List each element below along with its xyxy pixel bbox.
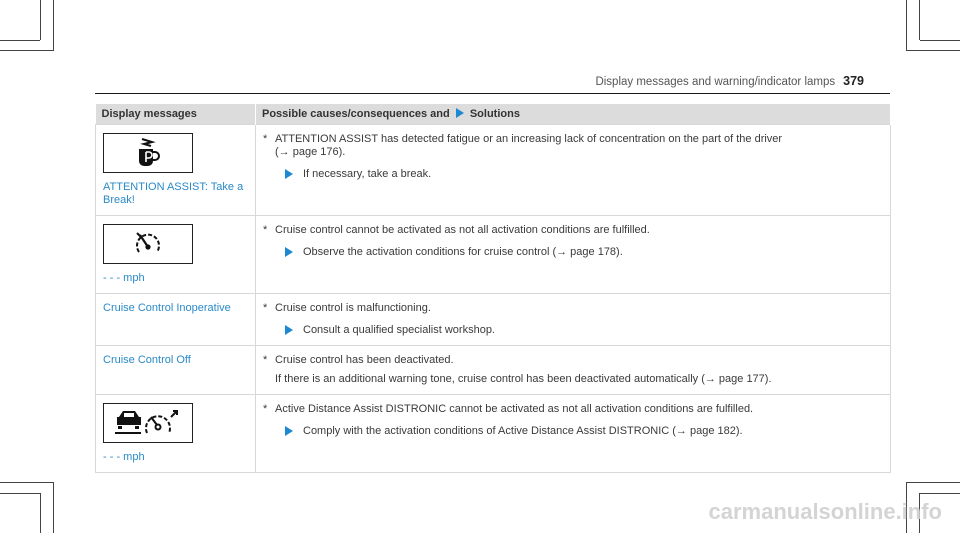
speedometer-icon: [103, 224, 193, 264]
crop-mark: [0, 50, 53, 51]
bullet-star: *: [263, 403, 268, 415]
solution-item: [285, 425, 883, 438]
col-header-display-messages: Display messages: [96, 104, 256, 125]
crop-mark: [920, 40, 960, 41]
message-cell: [96, 125, 256, 216]
coffee-cup-icon: [103, 133, 193, 173]
arrow-right-icon: [456, 108, 464, 118]
message-text: - - - mph: [103, 451, 145, 463]
message-text: Cruise Control Off: [103, 354, 191, 366]
crop-mark: [906, 0, 907, 51]
col-header-causes: [256, 104, 891, 125]
crop-mark: [0, 482, 53, 483]
header-title: Display messages and warning/indicator lamps: [595, 76, 836, 88]
crop-mark: [907, 50, 960, 51]
table-row: [96, 125, 891, 216]
arrow-right-icon: [285, 325, 293, 335]
distronic-icon: [103, 403, 193, 443]
message-text: ATTENTION ASSIST: Take a Break!: [103, 181, 244, 206]
crop-mark: [920, 493, 960, 494]
cause-item: [263, 224, 883, 237]
crop-mark: [0, 40, 40, 41]
cause-cell: [256, 395, 891, 473]
solution-item: [285, 324, 883, 337]
table-row: [96, 216, 891, 294]
note-text: If there is an additional warning tone, cruise control has been deactivated automatically (→ page 177).: [275, 373, 772, 385]
solution-text: If necessary, take a break.: [303, 168, 432, 180]
table-row: [96, 346, 891, 395]
message-cell: [96, 346, 256, 395]
cause-cell: [256, 216, 891, 294]
crop-mark: [0, 493, 40, 494]
bullet-star: *: [263, 302, 268, 314]
table-row: [96, 395, 891, 473]
page-header: [595, 74, 864, 88]
crop-mark: [907, 482, 960, 483]
message-cell: [96, 395, 256, 473]
cause-item: [263, 403, 883, 416]
page-number: 379: [843, 74, 864, 88]
bullet-star: *: [263, 224, 268, 236]
cause-text: ATTENTION ASSIST has detected fatigue or an increasing lack of concentration on the part of the driver (→ page 176).: [275, 133, 783, 158]
cause-item: [263, 354, 883, 367]
message-cell: [96, 294, 256, 346]
cause-text: Cruise control is malfunctioning.: [275, 302, 431, 314]
col-header-solutions-label: Solutions: [469, 108, 520, 120]
header-rule: [95, 93, 890, 94]
message-text: - - - mph: [103, 272, 145, 284]
crop-mark: [53, 0, 54, 51]
solution-text: Consult a qualified specialist workshop.: [303, 324, 495, 336]
arrow-right-icon: [285, 169, 293, 179]
solution-text: Observe the activation conditions for cruise control (→ page 178).: [303, 246, 623, 258]
table-row: [96, 294, 891, 346]
bullet-star: *: [263, 354, 268, 366]
message-cell: [96, 216, 256, 294]
crop-mark: [53, 482, 54, 533]
bullet-star: *: [263, 133, 268, 145]
solution-item: [285, 168, 883, 181]
solution-item: [285, 246, 883, 259]
cause-item: [263, 302, 883, 315]
page-reference: (→ page 176).: [275, 146, 346, 158]
solution-text: Comply with the activation conditions of Active Distance Assist DISTRONIC (→ page 182).: [303, 425, 743, 437]
cause-text: Cruise control has been deactivated.: [275, 354, 454, 366]
cause-cell: [256, 294, 891, 346]
table-header-row: [96, 104, 891, 125]
crop-mark: [40, 0, 41, 40]
arrow-right-icon: [285, 426, 293, 436]
cause-text: Active Distance Assist DISTRONIC cannot be activated as not all activation conditions are fulfilled.: [275, 403, 754, 415]
arrow-right-icon: [285, 247, 293, 257]
cause-cell: [256, 125, 891, 216]
col-header-causes-label: Possible causes/consequences and: [262, 108, 450, 120]
messages-table: [95, 104, 891, 473]
cause-item: [263, 133, 883, 159]
cause-cell: [256, 346, 891, 395]
watermark: carmanualsonline.info: [708, 499, 942, 524]
crop-mark: [919, 0, 920, 40]
message-text: Cruise Control Inoperative: [103, 302, 231, 314]
crop-mark: [40, 493, 41, 533]
cause-text: Cruise control cannot be activated as not all activation conditions are fulfilled.: [275, 224, 650, 236]
